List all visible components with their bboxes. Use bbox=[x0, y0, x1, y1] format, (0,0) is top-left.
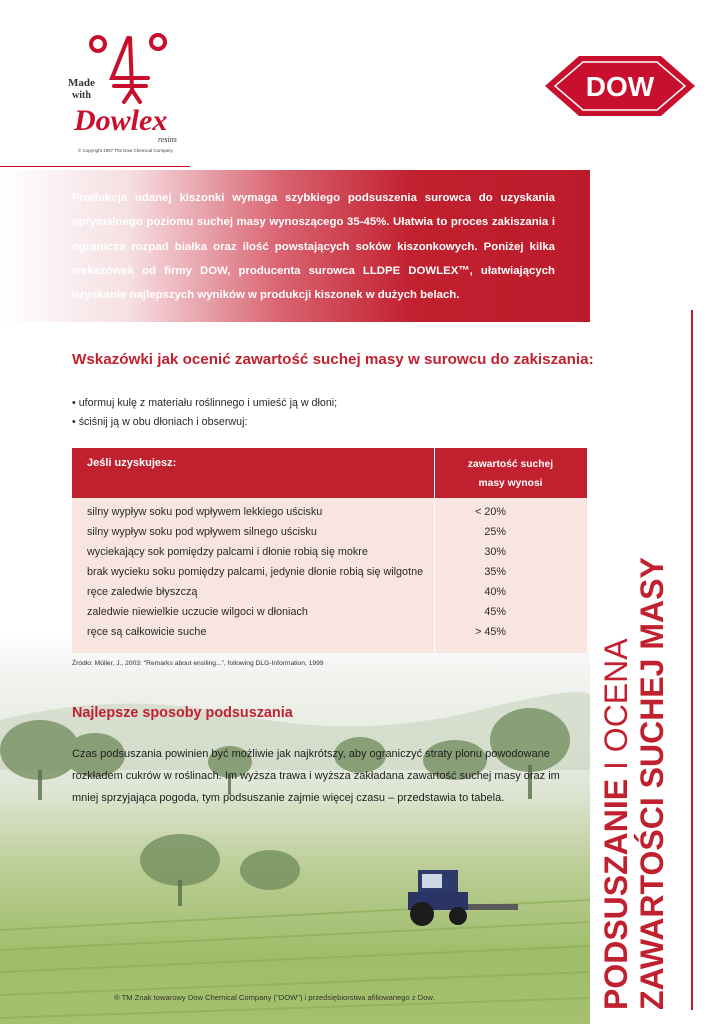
row-value: 40% bbox=[484, 586, 506, 598]
section-heading-drying: Najlepsze sposoby podsuszania bbox=[72, 705, 293, 721]
made-with-dowlex-logo bbox=[66, 30, 196, 160]
title-line-1 bbox=[598, 557, 634, 1010]
list-item: • ściśnij ją w obu dłoniach i obserwuj: bbox=[72, 416, 248, 428]
table-row bbox=[72, 586, 587, 606]
column-divider bbox=[434, 448, 435, 653]
row-label: ręce są całkowicie suche bbox=[87, 626, 207, 638]
header-line: masy wynosi bbox=[478, 478, 543, 489]
svg-text:resins: resins bbox=[158, 135, 177, 144]
row-value: 25% bbox=[484, 526, 506, 538]
side-rule bbox=[691, 310, 693, 1010]
table-row bbox=[72, 526, 587, 546]
intro-text: Produkcja udanej kiszonki wymaga szybkiego podsuszenia surowca do uzyskania optymalnego poziomu suchej masy wynoszącego 35-45%. Ułatwia to proces zakiszania i ogranicza rozpad białka oraz ilość powstających soków kiszonkowych. Poniżej kilka wskazówek od firmy DOW, producenta surowca LLDPE DOWLEX™, ułatwiających uzyskanie najlepszych wyników w produkcji kiszonek w dużych belach. bbox=[72, 192, 555, 302]
list-item: • uformuj kulę z materiału roślinnego i umieść ją w dłoni; bbox=[72, 397, 338, 409]
vertical-page-title bbox=[598, 557, 670, 1010]
row-value: > 45% bbox=[475, 626, 506, 638]
row-label: ręce zaledwie błyszczą bbox=[87, 586, 198, 598]
row-value: < 20% bbox=[475, 506, 506, 518]
table-header bbox=[72, 448, 587, 498]
table-row bbox=[72, 606, 587, 626]
svg-text:Made: Made bbox=[68, 77, 95, 89]
section-heading-dry-matter: Wskazówki jak ocenić zawartość suchej masy w surowcu do zakiszania: bbox=[72, 351, 594, 368]
row-label: zaledwie niewielkie uczucie wilgoci w dłoniach bbox=[87, 606, 308, 618]
header-if-you-get: Jeśli uzyskujesz: bbox=[87, 457, 177, 469]
row-value: 45% bbox=[484, 606, 506, 618]
table-body bbox=[72, 498, 587, 653]
row-label: brak wycieku soku pomiędzy palcami, jedynie dłonie robią się wilgotne bbox=[87, 566, 424, 578]
row-label: silny wypływ soku pod wpływem silnego uścisku bbox=[87, 526, 317, 538]
row-value: 35% bbox=[484, 566, 506, 578]
drying-paragraph: Czas podsuszania powinien być możliwie jak najkrótszy, aby ograniczyć straty plonu powodowane rozkładem cukrów w roślinach. Im wyższa trawa i wyższa zakładana zawartość suchej masy oraz im mniej sprzyjająca pogoda, tym podsuszanie zajmie więcej czasu – przedstawia to tabela. bbox=[72, 748, 560, 804]
title-line-2: ZAWARTOŚCI SUCHEJ MASY bbox=[634, 557, 670, 1010]
svg-text:Dowlex: Dowlex bbox=[74, 104, 168, 137]
instruction-list bbox=[72, 394, 337, 432]
header-line: zawartość suchej bbox=[467, 459, 554, 470]
table-row bbox=[72, 566, 587, 586]
row-label: wyciekający sok pomiędzy palcami i dłonie robią się mokre bbox=[87, 546, 368, 558]
registered-mark: ® bbox=[657, 96, 663, 105]
header-dry-matter-content bbox=[434, 455, 587, 493]
table-row bbox=[72, 546, 587, 566]
row-value: 30% bbox=[484, 546, 506, 558]
source-note: Źródło: Müller, J., 2003: "Remarks about ensiling...", following DLG-Information, 1999 bbox=[72, 660, 324, 667]
dry-matter-table bbox=[72, 448, 587, 653]
trademark-footnote: ® TM Znak towarowy Dow Chemical Company ("DOW") i przedsiębiorstwa afiliowanego z Dow. bbox=[114, 993, 435, 1002]
title-bold-part: PODSUSZANIE bbox=[598, 778, 634, 1010]
svg-text:with: with bbox=[72, 90, 91, 101]
divider bbox=[0, 166, 190, 167]
table-row bbox=[72, 626, 587, 646]
dow-logo bbox=[545, 56, 695, 121]
table-row bbox=[72, 506, 587, 526]
field-landscape-image bbox=[0, 630, 590, 1024]
logo-copyright: © Copyright 1987 The Dow Chemical Company bbox=[78, 148, 173, 153]
row-label: silny wypływ soku pod wpływem lekkiego uścisku bbox=[87, 506, 323, 518]
title-thin-part: I OCENA bbox=[598, 638, 634, 770]
svg-text:DOW: DOW bbox=[585, 71, 655, 102]
